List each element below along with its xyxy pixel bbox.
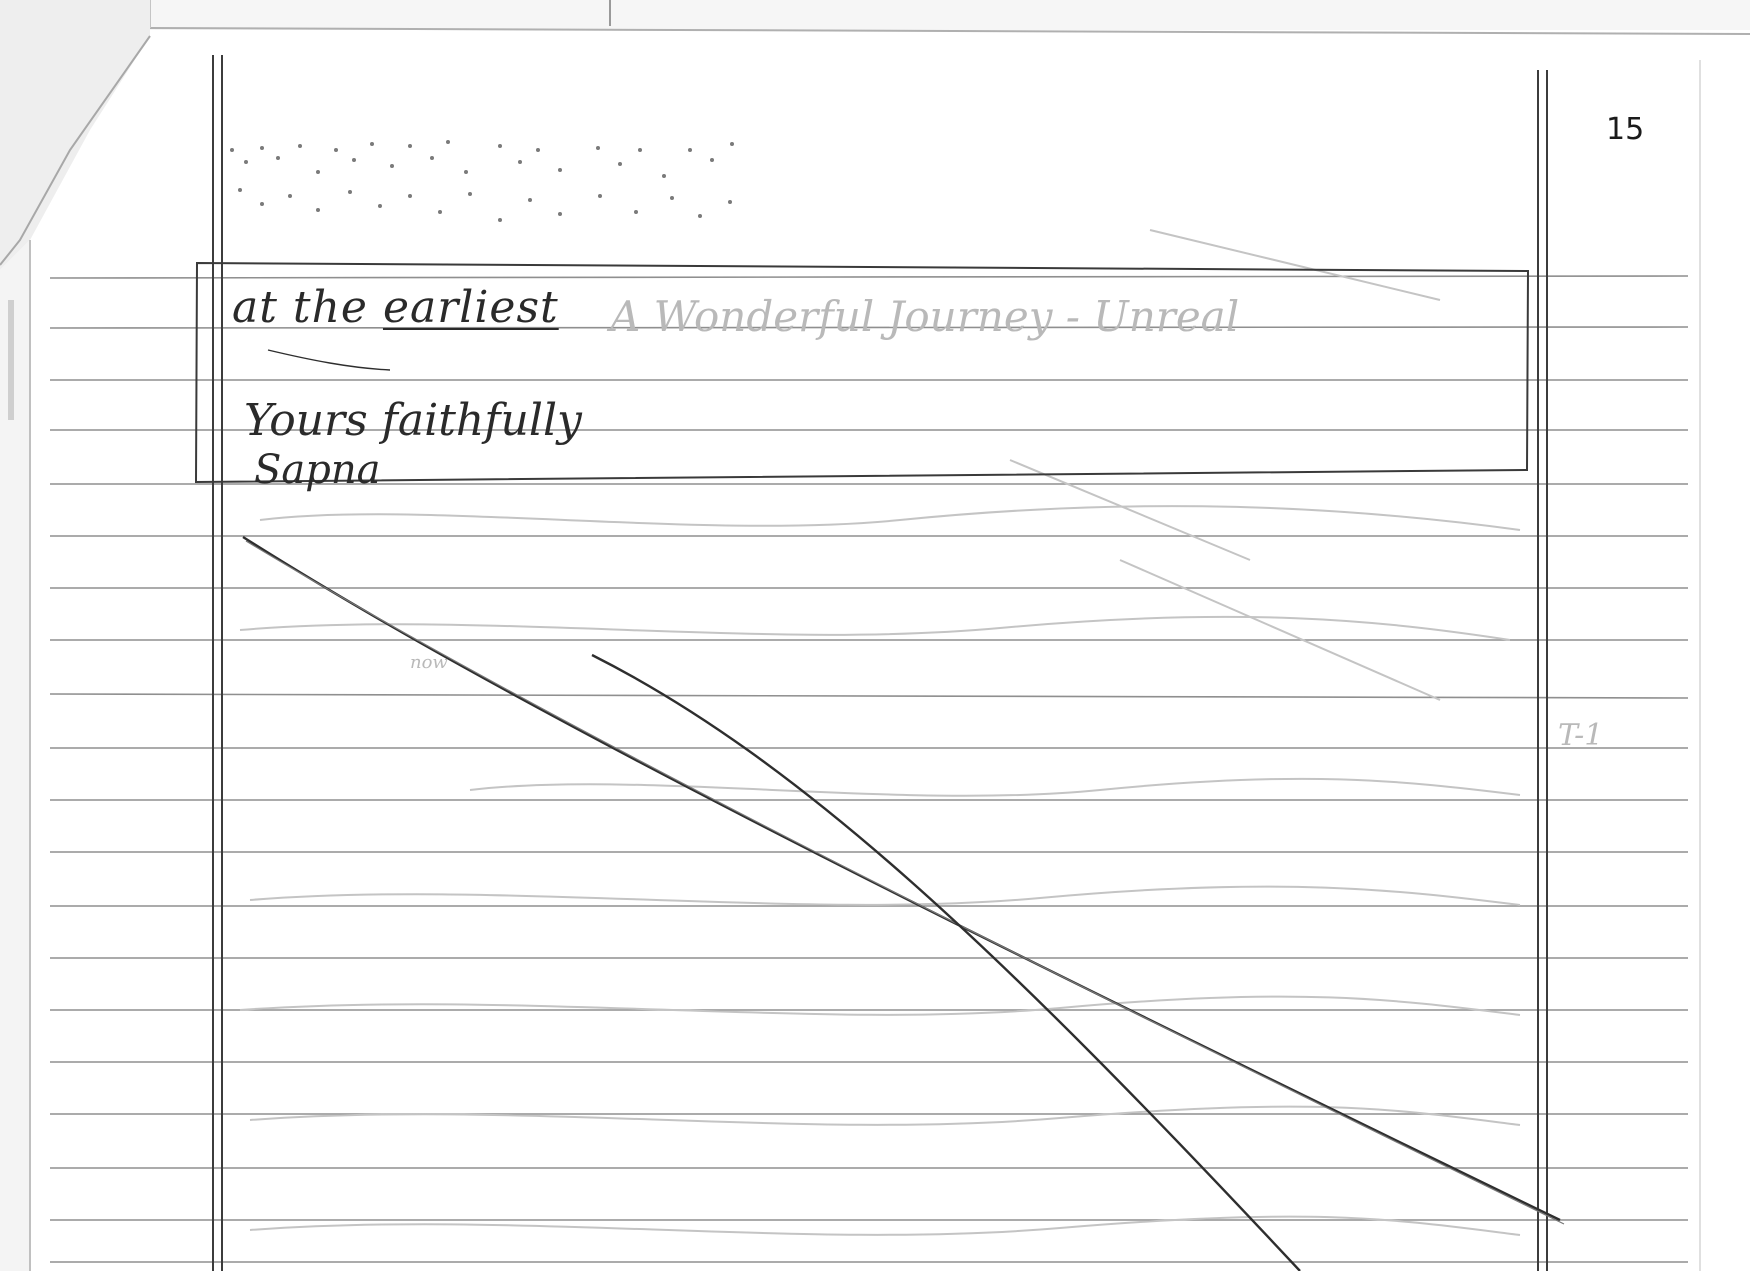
closing-line: Yours faithfully [244, 395, 582, 446]
dot-stamp-pattern [230, 140, 734, 222]
signature-name: Sapna [254, 447, 381, 493]
answer-line-underlined: earliest [382, 282, 559, 333]
answer-line-prefix: at the [232, 282, 368, 333]
folded-left-edge [0, 0, 150, 1271]
answer-line-earliest [232, 282, 559, 333]
strike-through-lines [243, 350, 1564, 1271]
bleed-through-heading: A Wonderful Journey - Unreal [610, 292, 1240, 341]
page-number: 15 [1606, 112, 1645, 147]
bleed-through-side-note: now [410, 652, 448, 673]
bleed-through-margin-mark: T-1 [1558, 718, 1604, 753]
back-page-edge [150, 0, 1750, 34]
